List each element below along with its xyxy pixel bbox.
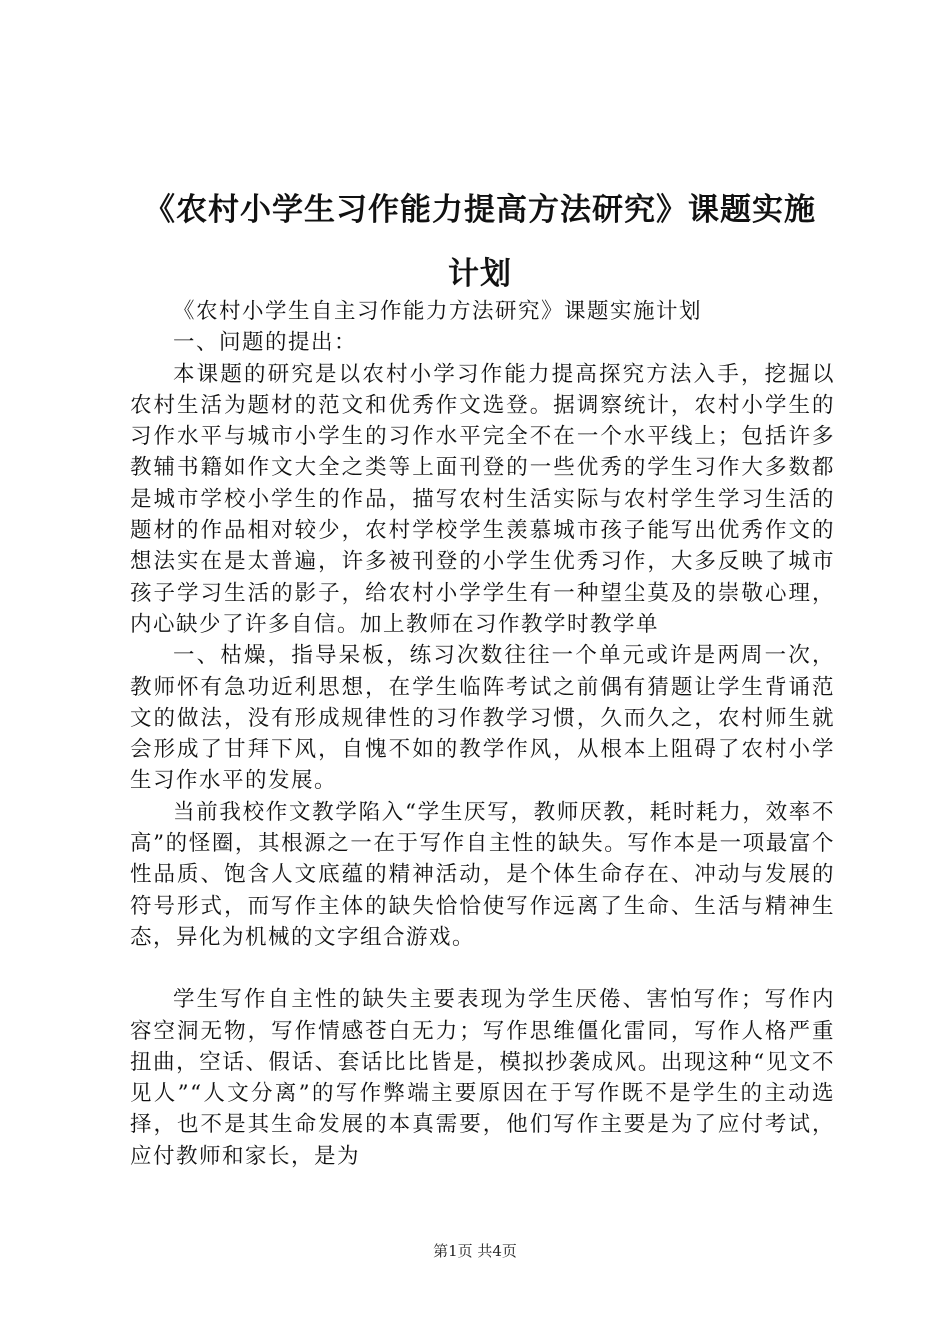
- subtitle-paragraph: 《农村小学生自主习作能力方法研究》课题实施计划: [173, 299, 703, 324]
- body-paragraph: 本课题的研究是以农村小学习作能力提高探究方法入手，挖掘以农村生活为题材的范文和优秀作文选登。据调察统计，农村小学生的习作水平与城市小学生的习作水平完全不在一个水平线上；包括许多教辅书籍如作文大全之类等上面刊登的一些优秀的学生习作大多数都是城市学校小学生的作品，描写农村生活实际与农村学生学习生活的题材的作品相对较少，农村学校学生羡慕城市孩子能写出优秀作文的想法实在是太普遍，许多被刊登的小学生优秀习作，大多反映了城市孩子学习生活的影子，给农村小学学生有一种望尘莫及的崇敬心理，内心缺少了许多自信。加上教师在习作教学时教学单: [130, 361, 835, 637]
- page-footer: [0, 1240, 950, 1261]
- section-heading: 一、问题的提出：: [173, 330, 358, 356]
- body-paragraph: 学生写作自主性的缺失主要表现为学生厌倦、害怕写作；写作内容空洞无物，写作情感苍白无力；写作思维僵化雷同，写作人格严重扭曲，空话、假话、套话比比皆是，模拟抄袭成风。出现这种“见文不见人”“人文分离”的写作弊端主要原因在于写作既不是学生的主动选择，也不是其生命发展的本真需要，他们写作主要是为了应付考试，应付教师和家长，是为: [130, 987, 835, 1169]
- document-body: [130, 296, 835, 1172]
- body-paragraph: 一、枯燥，指导呆板，练习次数往往一个单元或许是两周一次，教师怀有急功近利思想，在学生临阵考试之前偶有猜题让学生背诵范文的做法，没有形成规律性的习作教学习惯，久而久之，农村师生就会形成了甘拜下风，自愧不如的教学作风，从根本上阻碍了农村小学生习作水平的发展。: [130, 643, 835, 794]
- body-paragraph: 当前我校作文教学陷入“学生厌写，教师厌教，耗时耗力，效率不高”的怪圈，其根源之一在于写作自主性的缺失。写作本是一项最富个性品质、饱含人文底蕴的精神活动，是个体生命存在、冲动与发展的符号形式，而写作主体的缺失恰恰使写作远离了生命、生活与精神生态，异化为机械的文字组合游戏。: [130, 799, 835, 950]
- page-number: 第1页 共4页: [433, 1242, 517, 1260]
- document-title: 《农村小学生习作能力提高方法研究》课题实施计划: [144, 192, 816, 292]
